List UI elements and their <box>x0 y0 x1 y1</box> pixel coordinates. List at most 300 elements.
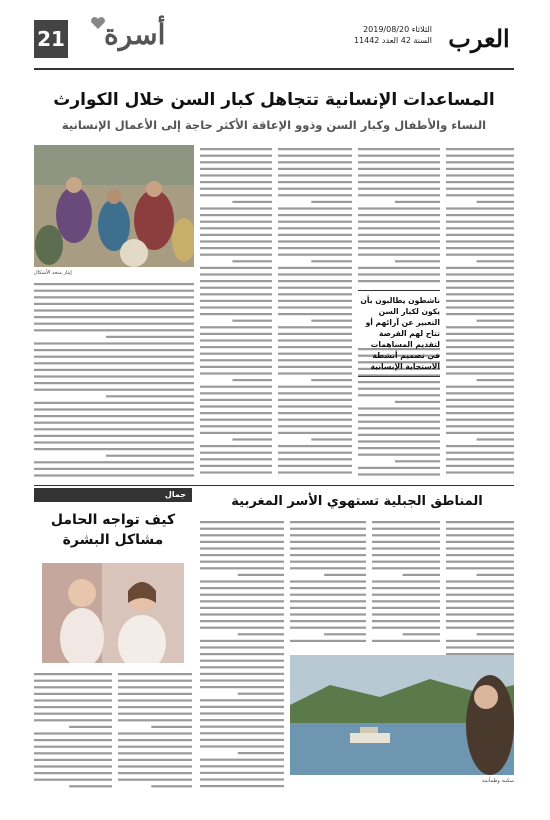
text-line <box>200 287 272 289</box>
text-line <box>278 306 352 308</box>
sidebar-title: كيف تواجه الحامل مشاكل البشرة <box>50 512 176 548</box>
text-line <box>34 362 194 364</box>
text-line <box>372 528 440 530</box>
text-line <box>34 329 194 331</box>
text-lines <box>34 280 194 480</box>
text-line <box>232 379 272 381</box>
text-line <box>34 779 112 781</box>
text-line <box>200 719 284 721</box>
pregnant-woman-photo <box>42 563 184 663</box>
body-column <box>34 670 112 790</box>
text-line <box>372 561 440 563</box>
text-line <box>358 427 440 429</box>
text-line <box>358 221 440 223</box>
text-line <box>446 254 514 256</box>
text-line <box>106 336 194 338</box>
text-line <box>118 713 192 715</box>
text-line <box>446 627 514 629</box>
text-line <box>118 693 192 695</box>
text-line <box>200 432 272 434</box>
text-line <box>200 386 272 388</box>
text-line <box>477 379 514 381</box>
text-line <box>200 293 272 295</box>
text-line <box>278 386 352 388</box>
text-line <box>278 366 352 368</box>
issue-number: السنة 42 العدد 11442 <box>353 36 432 45</box>
text-line <box>118 772 192 774</box>
text-line <box>358 161 440 163</box>
text-line <box>446 293 514 295</box>
text-line <box>200 627 284 629</box>
text-line <box>403 574 440 576</box>
text-line <box>200 452 272 454</box>
text-line <box>477 438 514 440</box>
text-line <box>200 148 272 150</box>
text-line <box>118 732 192 734</box>
text-line <box>324 574 366 576</box>
text-line <box>278 333 352 335</box>
text-line <box>278 227 352 229</box>
text-line <box>446 432 514 434</box>
text-line <box>118 739 192 741</box>
text-line <box>118 699 192 701</box>
text-line <box>358 207 440 209</box>
text-line <box>278 287 352 289</box>
text-line <box>200 339 272 341</box>
text-line <box>372 554 440 556</box>
text-line <box>200 726 284 728</box>
text-line <box>34 296 194 298</box>
text-line <box>200 188 272 190</box>
text-line <box>446 528 514 530</box>
text-line <box>358 273 440 275</box>
text-line <box>290 607 366 609</box>
text-line <box>200 594 284 596</box>
text-lines <box>446 145 514 480</box>
text-line <box>118 752 192 754</box>
text-line <box>34 468 194 470</box>
text-line <box>34 772 112 774</box>
text-line <box>200 273 272 275</box>
text-line <box>358 174 440 176</box>
text-line <box>238 633 284 635</box>
text-line <box>200 646 284 648</box>
text-line <box>446 287 514 289</box>
text-line <box>34 713 112 715</box>
text-line <box>278 432 352 434</box>
section-title: أسرة <box>104 18 166 51</box>
text-line <box>290 600 366 602</box>
text-line <box>200 254 272 256</box>
text-line <box>200 359 272 361</box>
text-line <box>200 640 284 642</box>
text-line <box>446 194 514 196</box>
text-line <box>290 541 366 543</box>
text-line <box>358 254 440 256</box>
text-line <box>200 372 272 374</box>
text-line <box>358 467 440 469</box>
text-line <box>200 155 272 157</box>
body-column <box>34 280 194 480</box>
text-line <box>34 739 112 741</box>
text-line <box>446 587 514 589</box>
text-line <box>278 188 352 190</box>
text-line <box>200 392 272 394</box>
pull-quote: ناشطون يطالبون بأن يكون لكبار السن التعبير عن آرائهم أو تتاح لهم الفرصة لتقديم المساهمات في تصميم أنشطة الاستجابة الإنسانية <box>358 290 440 377</box>
text-line <box>372 534 440 536</box>
text-line <box>446 161 514 163</box>
text-line <box>358 168 440 170</box>
text-line <box>446 300 514 302</box>
text-line <box>372 580 440 582</box>
text-line <box>446 333 514 335</box>
text-line <box>200 207 272 209</box>
text-lines <box>200 518 284 788</box>
text-line <box>358 240 440 242</box>
text-line <box>446 168 514 170</box>
text-line <box>118 719 192 721</box>
text-line <box>290 547 366 549</box>
photo-caption: سكينة وطمأنينة <box>481 778 514 784</box>
text-line <box>278 405 352 407</box>
text-line <box>446 280 514 282</box>
text-line <box>290 594 366 596</box>
text-line <box>200 181 272 183</box>
text-line <box>278 280 352 282</box>
text-line <box>446 313 514 315</box>
text-line <box>278 346 352 348</box>
text-line <box>200 445 272 447</box>
text-line <box>278 353 352 355</box>
text-lines <box>34 670 112 790</box>
text-line <box>446 221 514 223</box>
text-line <box>34 706 112 708</box>
text-line <box>200 706 284 708</box>
text-line <box>446 465 514 467</box>
text-line <box>200 778 284 780</box>
text-line <box>446 646 514 648</box>
text-line <box>395 201 440 203</box>
text-line <box>238 693 284 695</box>
text-line <box>372 640 440 642</box>
text-line <box>34 746 112 748</box>
text-lines <box>278 145 352 480</box>
text-line <box>372 587 440 589</box>
text-line <box>446 174 514 176</box>
text-line <box>69 785 112 787</box>
text-line <box>34 680 112 682</box>
text-line <box>446 155 514 157</box>
text-line <box>278 273 352 275</box>
text-line <box>290 587 366 589</box>
text-line <box>278 465 352 467</box>
text-line <box>200 300 272 302</box>
text-line <box>118 686 192 688</box>
text-line <box>446 534 514 536</box>
text-line <box>151 785 192 787</box>
text-line <box>372 600 440 602</box>
text-line <box>477 574 514 576</box>
text-line <box>34 369 194 371</box>
text-line <box>200 247 272 249</box>
text-line <box>477 201 514 203</box>
text-line <box>446 541 514 543</box>
text-line <box>446 306 514 308</box>
text-line <box>446 594 514 596</box>
text-line <box>34 309 194 311</box>
text-line <box>200 699 284 701</box>
dateline <box>354 24 432 46</box>
text-line <box>290 620 366 622</box>
text-line <box>34 415 194 417</box>
text-line <box>358 407 440 409</box>
text-line <box>278 300 352 302</box>
text-line <box>446 181 514 183</box>
text-line <box>311 320 352 322</box>
text-line <box>446 425 514 427</box>
text-line <box>232 438 272 440</box>
text-line <box>34 474 194 476</box>
text-line <box>278 214 352 216</box>
text-line <box>34 699 112 701</box>
issue-date: الثلاثاء 2019/08/20 <box>363 25 432 34</box>
text-line <box>278 339 352 341</box>
text-line <box>290 580 366 582</box>
text-line <box>372 627 440 629</box>
text-line <box>395 260 440 262</box>
text-line <box>290 567 366 569</box>
text-lines <box>372 518 440 648</box>
text-line <box>200 399 272 401</box>
text-line <box>372 613 440 615</box>
text-line <box>238 752 284 754</box>
text-line <box>358 434 440 436</box>
text-line <box>200 620 284 622</box>
main-subheadline: النساء والأطفال وكبار السن وذوو الإعاقة الأكثر حاجة إلى الأعمال الإنسانية <box>61 118 487 132</box>
text-line <box>200 653 284 655</box>
text-line <box>358 280 440 282</box>
text-line <box>200 686 284 688</box>
text-line <box>290 528 366 530</box>
text-line <box>446 339 514 341</box>
text-line <box>358 188 440 190</box>
text-line <box>34 422 194 424</box>
text-line <box>34 402 194 404</box>
text-line <box>118 706 192 708</box>
text-line <box>446 405 514 407</box>
text-line <box>200 353 272 355</box>
text-line <box>278 194 352 196</box>
text-line <box>200 772 284 774</box>
text-line <box>324 633 366 635</box>
text-line <box>446 412 514 414</box>
text-line <box>34 375 194 377</box>
text-lines <box>118 670 192 790</box>
text-line <box>200 280 272 282</box>
text-line <box>34 732 112 734</box>
text-line <box>358 194 440 196</box>
text-line <box>477 260 514 262</box>
text-line <box>358 440 440 442</box>
text-line <box>278 221 352 223</box>
text-line <box>34 765 112 767</box>
text-line <box>200 161 272 163</box>
text-line <box>278 234 352 236</box>
text-line <box>358 414 440 416</box>
sidebar-beauty <box>34 488 192 793</box>
text-line <box>200 313 272 315</box>
text-line <box>200 534 284 536</box>
text-line <box>34 752 112 754</box>
text-line <box>278 326 352 328</box>
second-headline: المناطق الجبلية تستهوي الأسر المغربية <box>231 494 483 509</box>
text-line <box>446 227 514 229</box>
text-line <box>34 323 194 325</box>
text-line <box>118 746 192 748</box>
text-line <box>232 320 272 322</box>
text-line <box>358 247 440 249</box>
text-line <box>34 461 194 463</box>
text-line <box>106 395 194 397</box>
text-line <box>200 419 272 421</box>
text-line <box>358 447 440 449</box>
text-line <box>200 587 284 589</box>
text-line <box>278 254 352 256</box>
page-number: 21 <box>34 20 68 58</box>
text-line <box>34 448 194 450</box>
text-line <box>200 759 284 761</box>
text-line <box>34 686 112 688</box>
text-line <box>200 561 284 563</box>
body-column <box>118 670 192 790</box>
text-line <box>372 620 440 622</box>
text-line <box>34 283 194 285</box>
text-line <box>200 168 272 170</box>
sidebar-tag: جمال <box>34 488 192 502</box>
text-line <box>200 366 272 368</box>
text-line <box>311 379 352 381</box>
text-line <box>200 660 284 662</box>
text-line <box>446 547 514 549</box>
photo-credit: إيثار متحد الأشكال <box>34 270 72 276</box>
text-lines <box>358 145 440 285</box>
text-line <box>200 221 272 223</box>
text-line <box>200 214 272 216</box>
text-line <box>34 759 112 761</box>
text-line <box>200 765 284 767</box>
text-lines <box>200 145 272 480</box>
text-line <box>446 148 514 150</box>
text-line <box>200 607 284 609</box>
text-line <box>200 267 272 269</box>
text-line <box>358 148 440 150</box>
text-line <box>232 260 272 262</box>
text-line <box>278 155 352 157</box>
text-line <box>311 201 352 203</box>
text-line <box>358 234 440 236</box>
text-line <box>358 388 440 390</box>
text-line <box>278 425 352 427</box>
text-line <box>34 290 194 292</box>
body-column <box>200 145 272 480</box>
text-line <box>200 240 272 242</box>
text-line <box>395 401 440 403</box>
text-line <box>446 267 514 269</box>
text-line <box>200 306 272 308</box>
text-line <box>34 316 194 318</box>
text-line <box>200 613 284 615</box>
text-line <box>200 521 284 523</box>
text-line <box>278 247 352 249</box>
text-line <box>200 412 272 414</box>
text-line <box>403 633 440 635</box>
text-line <box>200 567 284 569</box>
text-line <box>311 438 352 440</box>
text-line <box>278 240 352 242</box>
text-line <box>446 554 514 556</box>
text-line <box>278 181 352 183</box>
text-line <box>106 455 194 457</box>
text-line <box>34 349 194 351</box>
text-line <box>446 620 514 622</box>
text-line <box>446 247 514 249</box>
text-line <box>69 726 112 728</box>
text-line <box>118 765 192 767</box>
text-line <box>446 240 514 242</box>
text-line <box>446 359 514 361</box>
text-line <box>200 673 284 675</box>
heart-icon <box>90 16 106 30</box>
body-column <box>358 145 440 285</box>
text-line <box>446 580 514 582</box>
text-line <box>278 313 352 315</box>
text-line <box>446 471 514 473</box>
text-line <box>200 580 284 582</box>
text-line <box>278 161 352 163</box>
text-line <box>358 214 440 216</box>
text-line <box>278 392 352 394</box>
text-line <box>278 399 352 401</box>
text-line <box>278 471 352 473</box>
text-line <box>311 260 352 262</box>
body-column <box>200 518 284 788</box>
text-line <box>238 574 284 576</box>
text-line <box>358 155 440 157</box>
text-line <box>200 600 284 602</box>
text-line <box>372 594 440 596</box>
lake-photo <box>290 655 514 775</box>
text-line <box>446 458 514 460</box>
text-line <box>278 412 352 414</box>
text-lines <box>290 518 366 648</box>
text-line <box>290 627 366 629</box>
text-line <box>200 333 272 335</box>
text-line <box>290 640 366 642</box>
text-line <box>372 521 440 523</box>
text-line <box>278 445 352 447</box>
text-line <box>34 441 194 443</box>
text-line <box>200 194 272 196</box>
text-line <box>34 389 194 391</box>
body-column <box>446 145 514 480</box>
text-line <box>118 673 192 675</box>
text-line <box>358 394 440 396</box>
text-line <box>446 567 514 569</box>
text-line <box>358 473 440 475</box>
text-line <box>278 293 352 295</box>
text-line <box>200 554 284 556</box>
text-line <box>34 408 194 410</box>
